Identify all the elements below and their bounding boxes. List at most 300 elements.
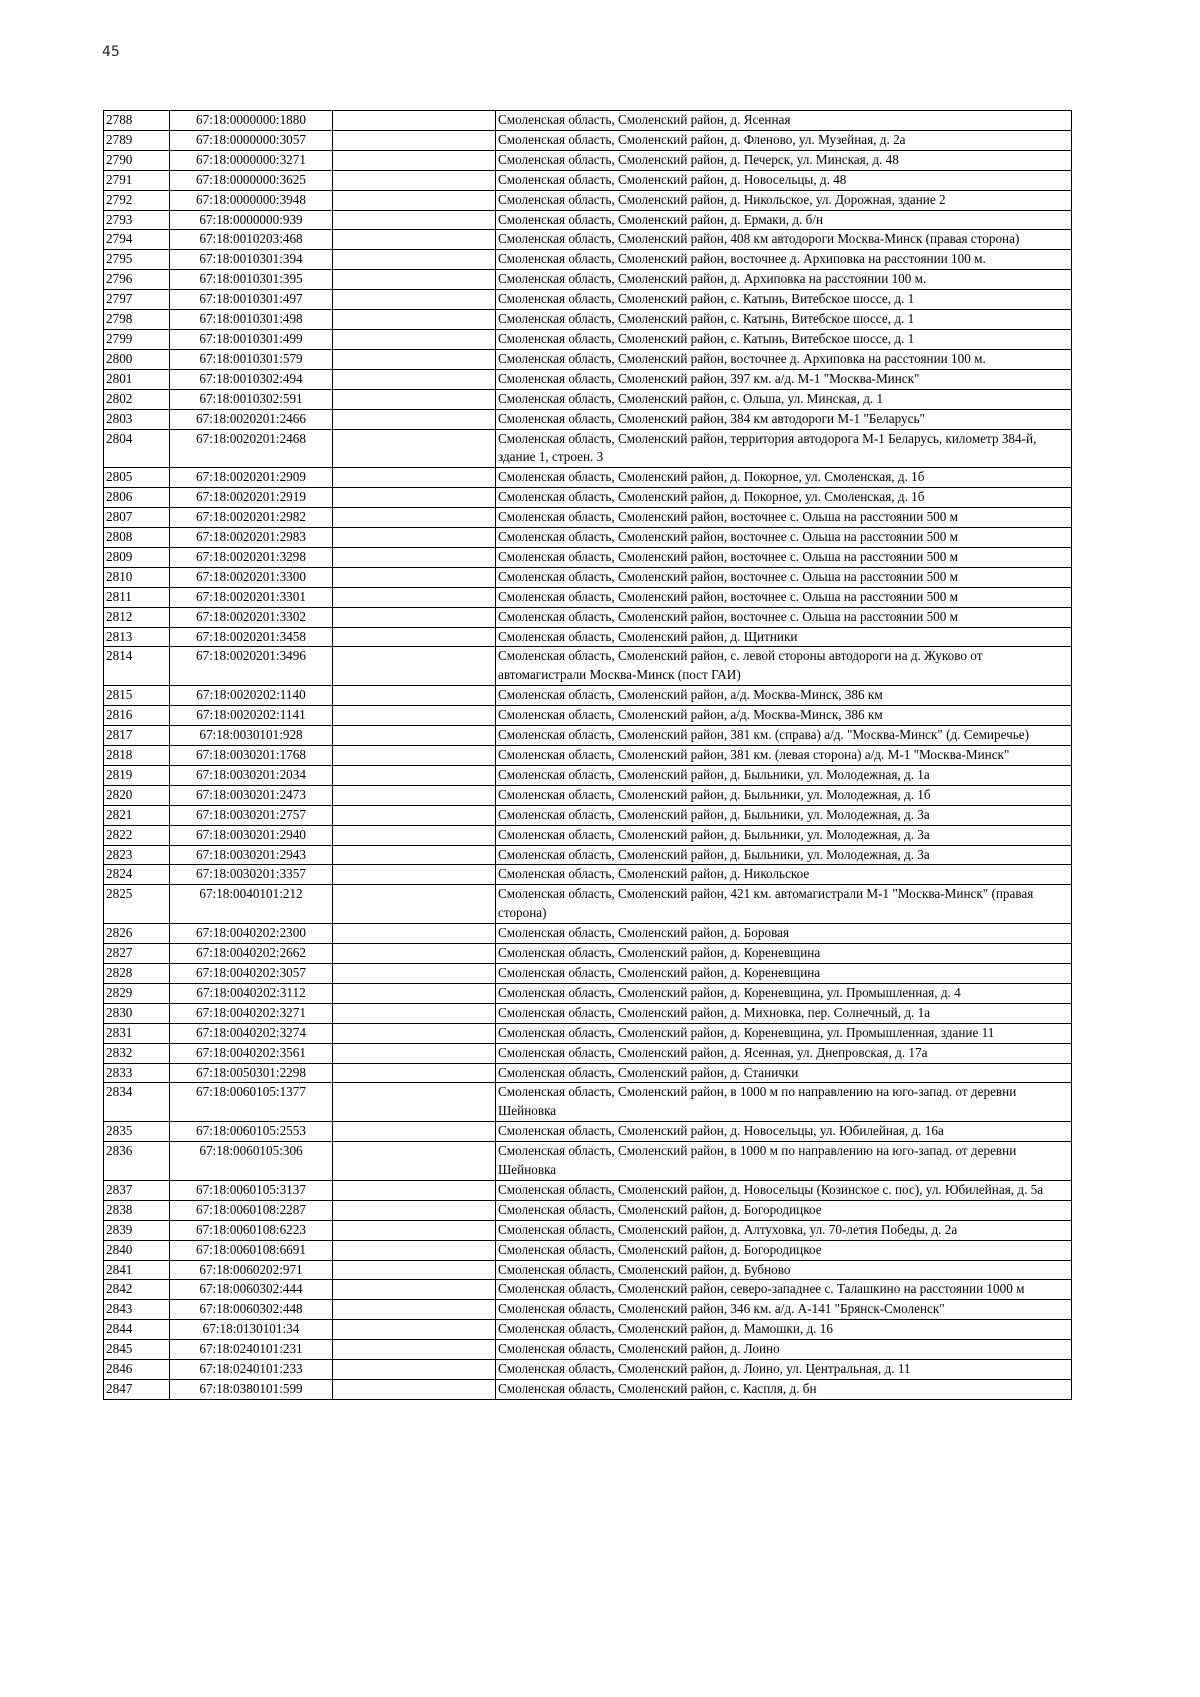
cadastral-number: 67:18:0020201:2468 bbox=[170, 429, 333, 468]
address: Смоленская область, Смоленский район, а/д. Москва-Минск, 386 км bbox=[496, 706, 1072, 726]
table-row bbox=[104, 130, 1072, 150]
empty-cell bbox=[333, 1180, 496, 1200]
address: Смоленская область, Смоленский район, д. Ермаки, д. б/н bbox=[496, 210, 1072, 230]
empty-cell bbox=[333, 329, 496, 349]
cadastral-number: 67:18:0130101:34 bbox=[170, 1320, 333, 1340]
empty-cell bbox=[333, 805, 496, 825]
cadastral-number: 67:18:0020202:1141 bbox=[170, 706, 333, 726]
row-number: 2795 bbox=[104, 250, 170, 270]
cadastral-number: 67:18:0010302:591 bbox=[170, 389, 333, 409]
table-row bbox=[104, 1320, 1072, 1340]
address: Смоленская область, Смоленский район, 397 км. а/д. М-1 "Москва-Минск" bbox=[496, 369, 1072, 389]
table-row bbox=[104, 170, 1072, 190]
row-number: 2798 bbox=[104, 310, 170, 330]
table-row bbox=[104, 111, 1072, 131]
address: Смоленская область, Смоленский район, 408 км автодороги Москва-Минск (правая сторона) bbox=[496, 230, 1072, 250]
empty-cell bbox=[333, 765, 496, 785]
address: Смоленская область, Смоленский район, д. Покорное, ул. Смоленская, д. 1б bbox=[496, 488, 1072, 508]
address: Смоленская область, Смоленский район, д. Кореневщина bbox=[496, 963, 1072, 983]
address: Смоленская область, Смоленский район, северо-западнее с. Талашкино на расстоянии 1000 м bbox=[496, 1280, 1072, 1300]
table-row bbox=[104, 230, 1072, 250]
table-row bbox=[104, 508, 1072, 528]
row-number: 2830 bbox=[104, 1003, 170, 1023]
cadastral-number: 67:18:0010301:579 bbox=[170, 349, 333, 369]
table-row bbox=[104, 1083, 1072, 1122]
cadastral-number: 67:18:0000000:3271 bbox=[170, 150, 333, 170]
cadastral-number: 67:18:0020201:2466 bbox=[170, 409, 333, 429]
table-row bbox=[104, 627, 1072, 647]
table-row bbox=[104, 1180, 1072, 1200]
table-row bbox=[104, 290, 1072, 310]
address: Смоленская область, Смоленский район, д. Быльники, ул. Молодежная, д. 1б bbox=[496, 785, 1072, 805]
row-number: 2823 bbox=[104, 845, 170, 865]
registry-table bbox=[103, 110, 1072, 1400]
address: Смоленская область, Смоленский район, д. Новосельцы (Козинское с. пос), ул. Юбилейная, д. 5а bbox=[496, 1180, 1072, 1200]
empty-cell bbox=[333, 924, 496, 944]
cadastral-number: 67:18:0060302:448 bbox=[170, 1300, 333, 1320]
cadastral-number: 67:18:0040101:212 bbox=[170, 885, 333, 924]
address: Смоленская область, Смоленский район, д. Быльники, ул. Молодежная, д. 3а bbox=[496, 825, 1072, 845]
cadastral-number: 67:18:0030201:2473 bbox=[170, 785, 333, 805]
row-number: 2824 bbox=[104, 865, 170, 885]
cadastral-number: 67:18:0010301:394 bbox=[170, 250, 333, 270]
row-number: 2811 bbox=[104, 587, 170, 607]
table-row bbox=[104, 547, 1072, 567]
address: Смоленская область, Смоленский район, д. Богородицкое bbox=[496, 1240, 1072, 1260]
address: Смоленская область, Смоленский район, д. Быльники, ул. Молодежная, д. 1а bbox=[496, 765, 1072, 785]
table-row bbox=[104, 686, 1072, 706]
row-number: 2836 bbox=[104, 1142, 170, 1181]
address: Смоленская область, Смоленский район, восточнее д. Архиповка на расстоянии 100 м. bbox=[496, 349, 1072, 369]
empty-cell bbox=[333, 150, 496, 170]
empty-cell bbox=[333, 885, 496, 924]
cadastral-number: 67:18:0010301:498 bbox=[170, 310, 333, 330]
empty-cell bbox=[333, 111, 496, 131]
table-row bbox=[104, 587, 1072, 607]
empty-cell bbox=[333, 865, 496, 885]
empty-cell bbox=[333, 825, 496, 845]
cadastral-number: 67:18:0010203:468 bbox=[170, 230, 333, 250]
cadastral-number: 67:18:0020201:2909 bbox=[170, 468, 333, 488]
address: Смоленская область, Смоленский район, с. Катынь, Витебское шоссе, д. 1 bbox=[496, 329, 1072, 349]
cadastral-number: 67:18:0000000:939 bbox=[170, 210, 333, 230]
row-number: 2846 bbox=[104, 1360, 170, 1380]
cadastral-number: 67:18:0030201:2034 bbox=[170, 765, 333, 785]
table-row bbox=[104, 488, 1072, 508]
cadastral-number: 67:18:0000000:1880 bbox=[170, 111, 333, 131]
cadastral-number: 67:18:0010301:395 bbox=[170, 270, 333, 290]
cadastral-number: 67:18:0060105:306 bbox=[170, 1142, 333, 1181]
address: Смоленская область, Смоленский район, восточнее с. Ольша на расстоянии 500 м bbox=[496, 528, 1072, 548]
address: Смоленская область, Смоленский район, д. Ясенная, ул. Днепровская, д. 17а bbox=[496, 1043, 1072, 1063]
empty-cell bbox=[333, 944, 496, 964]
cadastral-number: 67:18:0040202:3274 bbox=[170, 1023, 333, 1043]
table-row bbox=[104, 1260, 1072, 1280]
row-number: 2845 bbox=[104, 1340, 170, 1360]
empty-cell bbox=[333, 1240, 496, 1260]
cadastral-number: 67:18:0020201:3298 bbox=[170, 547, 333, 567]
row-number: 2816 bbox=[104, 706, 170, 726]
cadastral-number: 67:18:0020201:2919 bbox=[170, 488, 333, 508]
empty-cell bbox=[333, 567, 496, 587]
row-number: 2799 bbox=[104, 329, 170, 349]
empty-cell bbox=[333, 508, 496, 528]
table-row bbox=[104, 210, 1072, 230]
row-number: 2797 bbox=[104, 290, 170, 310]
row-number: 2793 bbox=[104, 210, 170, 230]
row-number: 2842 bbox=[104, 1280, 170, 1300]
empty-cell bbox=[333, 647, 496, 686]
address: Смоленская область, Смоленский район, с. левой стороны автодороги на д. Жуково от автомагистрали Москва-Минск (пост ГАИ) bbox=[496, 647, 1072, 686]
table-row bbox=[104, 429, 1072, 468]
cadastral-number: 67:18:0030201:2757 bbox=[170, 805, 333, 825]
empty-cell bbox=[333, 785, 496, 805]
row-number: 2837 bbox=[104, 1180, 170, 1200]
row-number: 2804 bbox=[104, 429, 170, 468]
row-number: 2819 bbox=[104, 765, 170, 785]
cadastral-number: 67:18:0060108:6223 bbox=[170, 1220, 333, 1240]
empty-cell bbox=[333, 488, 496, 508]
row-number: 2833 bbox=[104, 1063, 170, 1083]
cadastral-number: 67:18:0010302:494 bbox=[170, 369, 333, 389]
row-number: 2790 bbox=[104, 150, 170, 170]
row-number: 2794 bbox=[104, 230, 170, 250]
row-number: 2801 bbox=[104, 369, 170, 389]
row-number: 2843 bbox=[104, 1300, 170, 1320]
cadastral-number: 67:18:0030201:1768 bbox=[170, 746, 333, 766]
empty-cell bbox=[333, 310, 496, 330]
row-number: 2807 bbox=[104, 508, 170, 528]
row-number: 2826 bbox=[104, 924, 170, 944]
table-row bbox=[104, 1023, 1072, 1043]
address: Смоленская область, Смоленский район, с. Катынь, Витебское шоссе, д. 1 bbox=[496, 290, 1072, 310]
table-row bbox=[104, 746, 1072, 766]
row-number: 2832 bbox=[104, 1043, 170, 1063]
address: Смоленская область, Смоленский район, восточнее с. Ольша на расстоянии 500 м bbox=[496, 567, 1072, 587]
empty-cell bbox=[333, 587, 496, 607]
row-number: 2803 bbox=[104, 409, 170, 429]
cadastral-number: 67:18:0030201:3357 bbox=[170, 865, 333, 885]
row-number: 2839 bbox=[104, 1220, 170, 1240]
row-number: 2820 bbox=[104, 785, 170, 805]
cadastral-number: 67:18:0060105:3137 bbox=[170, 1180, 333, 1200]
row-number: 2831 bbox=[104, 1023, 170, 1043]
empty-cell bbox=[333, 1280, 496, 1300]
cadastral-number: 67:18:0050301:2298 bbox=[170, 1063, 333, 1083]
empty-cell bbox=[333, 1340, 496, 1360]
cadastral-number: 67:18:0240101:231 bbox=[170, 1340, 333, 1360]
cadastral-number: 67:18:0010301:499 bbox=[170, 329, 333, 349]
row-number: 2789 bbox=[104, 130, 170, 150]
empty-cell bbox=[333, 547, 496, 567]
address: Смоленская область, Смоленский район, в 1000 м по направлению на юго-запад. от деревни Шейновка bbox=[496, 1083, 1072, 1122]
address: Смоленская область, Смоленский район, д. Фленово, ул. Музейная, д. 2а bbox=[496, 130, 1072, 150]
row-number: 2827 bbox=[104, 944, 170, 964]
row-number: 2806 bbox=[104, 488, 170, 508]
table-row bbox=[104, 765, 1072, 785]
address: Смоленская область, Смоленский район, 381 км. (справа) а/д. "Москва-Минск" (д. Семиречье) bbox=[496, 726, 1072, 746]
cadastral-number: 67:18:0060202:971 bbox=[170, 1260, 333, 1280]
table-row bbox=[104, 924, 1072, 944]
cadastral-number: 67:18:0030101:928 bbox=[170, 726, 333, 746]
address: Смоленская область, Смоленский район, д. Печерск, ул. Минская, д. 48 bbox=[496, 150, 1072, 170]
empty-cell bbox=[333, 230, 496, 250]
address: Смоленская область, Смоленский район, д. Никольское, ул. Дорожная, здание 2 bbox=[496, 190, 1072, 210]
table-row bbox=[104, 1340, 1072, 1360]
cadastral-number: 67:18:0020201:3301 bbox=[170, 587, 333, 607]
row-number: 2841 bbox=[104, 1260, 170, 1280]
registry-table-body bbox=[104, 111, 1072, 1400]
address: Смоленская область, Смоленский район, д. Кореневщина bbox=[496, 944, 1072, 964]
empty-cell bbox=[333, 607, 496, 627]
empty-cell bbox=[333, 983, 496, 1003]
address: Смоленская область, Смоленский район, 346 км. а/д. А-141 "Брянск-Смоленск" bbox=[496, 1300, 1072, 1320]
address: Смоленская область, Смоленский район, д. Боровая bbox=[496, 924, 1072, 944]
empty-cell bbox=[333, 429, 496, 468]
row-number: 2810 bbox=[104, 567, 170, 587]
address: Смоленская область, Смоленский район, с. Каспля, д. бн bbox=[496, 1380, 1072, 1400]
address: Смоленская область, Смоленский район, д. Алтуховка, ул. 70-летия Победы, д. 2а bbox=[496, 1220, 1072, 1240]
table-row bbox=[104, 885, 1072, 924]
cadastral-number: 67:18:0040202:3112 bbox=[170, 983, 333, 1003]
row-number: 2805 bbox=[104, 468, 170, 488]
empty-cell bbox=[333, 349, 496, 369]
empty-cell bbox=[333, 528, 496, 548]
cadastral-number: 67:18:0000000:3057 bbox=[170, 130, 333, 150]
empty-cell bbox=[333, 170, 496, 190]
cadastral-number: 67:18:0020202:1140 bbox=[170, 686, 333, 706]
table-row bbox=[104, 944, 1072, 964]
address: Смоленская область, Смоленский район, д. Покорное, ул. Смоленская, д. 1б bbox=[496, 468, 1072, 488]
cadastral-number: 67:18:0000000:3948 bbox=[170, 190, 333, 210]
address: Смоленская область, Смоленский район, восточнее д. Архиповка на расстоянии 100 м. bbox=[496, 250, 1072, 270]
table-row bbox=[104, 647, 1072, 686]
empty-cell bbox=[333, 1300, 496, 1320]
address: Смоленская область, Смоленский район, д. Лоино, ул. Центральная, д. 11 bbox=[496, 1360, 1072, 1380]
table-row bbox=[104, 983, 1072, 1003]
cadastral-number: 67:18:0030201:2940 bbox=[170, 825, 333, 845]
table-row bbox=[104, 190, 1072, 210]
address: Смоленская область, Смоленский район, д. Новосельцы, д. 48 bbox=[496, 170, 1072, 190]
address: Смоленская область, Смоленский район, д. Кореневщина, ул. Промышленная, д. 4 bbox=[496, 983, 1072, 1003]
empty-cell bbox=[333, 290, 496, 310]
empty-cell bbox=[333, 963, 496, 983]
table-row bbox=[104, 389, 1072, 409]
row-number: 2788 bbox=[104, 111, 170, 131]
row-number: 2829 bbox=[104, 983, 170, 1003]
address: Смоленская область, Смоленский район, д. Мамошки, д. 16 bbox=[496, 1320, 1072, 1340]
empty-cell bbox=[333, 1360, 496, 1380]
row-number: 2825 bbox=[104, 885, 170, 924]
address: Смоленская область, Смоленский район, д. Богородицкое bbox=[496, 1200, 1072, 1220]
row-number: 2791 bbox=[104, 170, 170, 190]
address: Смоленская область, Смоленский район, д. Щитники bbox=[496, 627, 1072, 647]
address: Смоленская область, Смоленский район, д. Ясенная bbox=[496, 111, 1072, 131]
address: Смоленская область, Смоленский район, в 1000 м по направлению на юго-запад. от деревни Шейновка bbox=[496, 1142, 1072, 1181]
empty-cell bbox=[333, 1200, 496, 1220]
empty-cell bbox=[333, 1122, 496, 1142]
address: Смоленская область, Смоленский район, а/д. Москва-Минск, 386 км bbox=[496, 686, 1072, 706]
row-number: 2828 bbox=[104, 963, 170, 983]
row-number: 2792 bbox=[104, 190, 170, 210]
cadastral-number: 67:18:0010301:497 bbox=[170, 290, 333, 310]
empty-cell bbox=[333, 1142, 496, 1181]
cadastral-number: 67:18:0020201:2982 bbox=[170, 508, 333, 528]
cadastral-number: 67:18:0060105:1377 bbox=[170, 1083, 333, 1122]
empty-cell bbox=[333, 1023, 496, 1043]
empty-cell bbox=[333, 1220, 496, 1240]
table-row bbox=[104, 785, 1072, 805]
table-row bbox=[104, 1380, 1072, 1400]
address: Смоленская область, Смоленский район, д. Станички bbox=[496, 1063, 1072, 1083]
row-number: 2808 bbox=[104, 528, 170, 548]
table-row bbox=[104, 369, 1072, 389]
table-row bbox=[104, 1200, 1072, 1220]
table-row bbox=[104, 1142, 1072, 1181]
table-row bbox=[104, 865, 1072, 885]
address: Смоленская область, Смоленский район, д. Михновка, пер. Солнечный, д. 1а bbox=[496, 1003, 1072, 1023]
address: Смоленская область, Смоленский район, 421 км. автомагистрали М-1 "Москва-Минск" (правая сторона) bbox=[496, 885, 1072, 924]
table-row bbox=[104, 825, 1072, 845]
row-number: 2821 bbox=[104, 805, 170, 825]
empty-cell bbox=[333, 627, 496, 647]
address: Смоленская область, Смоленский район, д. Кореневщина, ул. Промышленная, здание 11 bbox=[496, 1023, 1072, 1043]
row-number: 2817 bbox=[104, 726, 170, 746]
row-number: 2840 bbox=[104, 1240, 170, 1260]
table-row bbox=[104, 1280, 1072, 1300]
address: Смоленская область, Смоленский район, восточнее с. Ольша на расстоянии 500 м bbox=[496, 508, 1072, 528]
table-row bbox=[104, 1220, 1072, 1240]
address: Смоленская область, Смоленский район, д. Лоино bbox=[496, 1340, 1072, 1360]
table-row bbox=[104, 528, 1072, 548]
empty-cell bbox=[333, 270, 496, 290]
table-row bbox=[104, 1240, 1072, 1260]
address: Смоленская область, Смоленский район, восточнее с. Ольша на расстоянии 500 м bbox=[496, 587, 1072, 607]
cadastral-number: 67:18:0060108:2287 bbox=[170, 1200, 333, 1220]
cadastral-number: 67:18:0020201:3458 bbox=[170, 627, 333, 647]
cadastral-number: 67:18:0040202:3561 bbox=[170, 1043, 333, 1063]
empty-cell bbox=[333, 369, 496, 389]
table-row bbox=[104, 1360, 1072, 1380]
row-number: 2844 bbox=[104, 1320, 170, 1340]
table-row bbox=[104, 726, 1072, 746]
table-row bbox=[104, 250, 1072, 270]
cadastral-number: 67:18:0380101:599 bbox=[170, 1380, 333, 1400]
empty-cell bbox=[333, 250, 496, 270]
address: Смоленская область, Смоленский район, территория автодорога М-1 Беларусь, километр 384-й, здание 1, строен. 3 bbox=[496, 429, 1072, 468]
table-row bbox=[104, 1300, 1072, 1320]
empty-cell bbox=[333, 1003, 496, 1023]
table-row bbox=[104, 706, 1072, 726]
address: Смоленская область, Смоленский район, 384 км автодороги М-1 "Беларусь" bbox=[496, 409, 1072, 429]
empty-cell bbox=[333, 468, 496, 488]
table-row bbox=[104, 963, 1072, 983]
row-number: 2796 bbox=[104, 270, 170, 290]
empty-cell bbox=[333, 389, 496, 409]
address: Смоленская область, Смоленский район, д. Бубново bbox=[496, 1260, 1072, 1280]
address: Смоленская область, Смоленский район, д. Никольское bbox=[496, 865, 1072, 885]
table-row bbox=[104, 329, 1072, 349]
row-number: 2814 bbox=[104, 647, 170, 686]
table-row bbox=[104, 845, 1072, 865]
empty-cell bbox=[333, 726, 496, 746]
row-number: 2838 bbox=[104, 1200, 170, 1220]
table-row bbox=[104, 150, 1072, 170]
row-number: 2802 bbox=[104, 389, 170, 409]
empty-cell bbox=[333, 1043, 496, 1063]
row-number: 2815 bbox=[104, 686, 170, 706]
table-row bbox=[104, 1043, 1072, 1063]
address: Смоленская область, Смоленский район, 381 км. (левая сторона) а/д. М-1 "Москва-Минск" bbox=[496, 746, 1072, 766]
row-number: 2813 bbox=[104, 627, 170, 647]
empty-cell bbox=[333, 706, 496, 726]
row-number: 2800 bbox=[104, 349, 170, 369]
row-number: 2847 bbox=[104, 1380, 170, 1400]
cadastral-number: 67:18:0240101:233 bbox=[170, 1360, 333, 1380]
address: Смоленская область, Смоленский район, д. Новосельцы, ул. Юбилейная, д. 16а bbox=[496, 1122, 1072, 1142]
address: Смоленская область, Смоленский район, д. Архиповка на расстоянии 100 м. bbox=[496, 270, 1072, 290]
address: Смоленская область, Смоленский район, восточнее с. Ольша на расстоянии 500 м bbox=[496, 547, 1072, 567]
row-number: 2835 bbox=[104, 1122, 170, 1142]
row-number: 2818 bbox=[104, 746, 170, 766]
table-row bbox=[104, 805, 1072, 825]
empty-cell bbox=[333, 1083, 496, 1122]
table-row bbox=[104, 607, 1072, 627]
cadastral-number: 67:18:0030201:2943 bbox=[170, 845, 333, 865]
cadastral-number: 67:18:0040202:3271 bbox=[170, 1003, 333, 1023]
cadastral-number: 67:18:0020201:2983 bbox=[170, 528, 333, 548]
empty-cell bbox=[333, 1260, 496, 1280]
row-number: 2809 bbox=[104, 547, 170, 567]
cadastral-number: 67:18:0020201:3300 bbox=[170, 567, 333, 587]
address: Смоленская область, Смоленский район, д. Быльники, ул. Молодежная, д. 3а bbox=[496, 805, 1072, 825]
cadastral-number: 67:18:0020201:3302 bbox=[170, 607, 333, 627]
cadastral-number: 67:18:0000000:3625 bbox=[170, 170, 333, 190]
table-row bbox=[104, 468, 1072, 488]
table-row bbox=[104, 1063, 1072, 1083]
empty-cell bbox=[333, 1320, 496, 1340]
cadastral-number: 67:18:0040202:3057 bbox=[170, 963, 333, 983]
empty-cell bbox=[333, 190, 496, 210]
cadastral-number: 67:18:0060302:444 bbox=[170, 1280, 333, 1300]
address: Смоленская область, Смоленский район, с. Катынь, Витебское шоссе, д. 1 bbox=[496, 310, 1072, 330]
empty-cell bbox=[333, 130, 496, 150]
table-row bbox=[104, 349, 1072, 369]
row-number: 2834 bbox=[104, 1083, 170, 1122]
table-row bbox=[104, 1003, 1072, 1023]
row-number: 2822 bbox=[104, 825, 170, 845]
empty-cell bbox=[333, 746, 496, 766]
table-row bbox=[104, 567, 1072, 587]
address: Смоленская область, Смоленский район, с. Ольша, ул. Минская, д. 1 bbox=[496, 389, 1072, 409]
page-number: 45 bbox=[102, 44, 120, 60]
table-row bbox=[104, 409, 1072, 429]
empty-cell bbox=[333, 409, 496, 429]
cadastral-number: 67:18:0040202:2662 bbox=[170, 944, 333, 964]
cadastral-number: 67:18:0040202:2300 bbox=[170, 924, 333, 944]
empty-cell bbox=[333, 210, 496, 230]
table-row bbox=[104, 310, 1072, 330]
cadastral-number: 67:18:0020201:3496 bbox=[170, 647, 333, 686]
empty-cell bbox=[333, 1063, 496, 1083]
row-number: 2812 bbox=[104, 607, 170, 627]
empty-cell bbox=[333, 1380, 496, 1400]
cadastral-number: 67:18:0060108:6691 bbox=[170, 1240, 333, 1260]
table-row bbox=[104, 270, 1072, 290]
empty-cell bbox=[333, 686, 496, 706]
empty-cell bbox=[333, 845, 496, 865]
cadastral-number: 67:18:0060105:2553 bbox=[170, 1122, 333, 1142]
